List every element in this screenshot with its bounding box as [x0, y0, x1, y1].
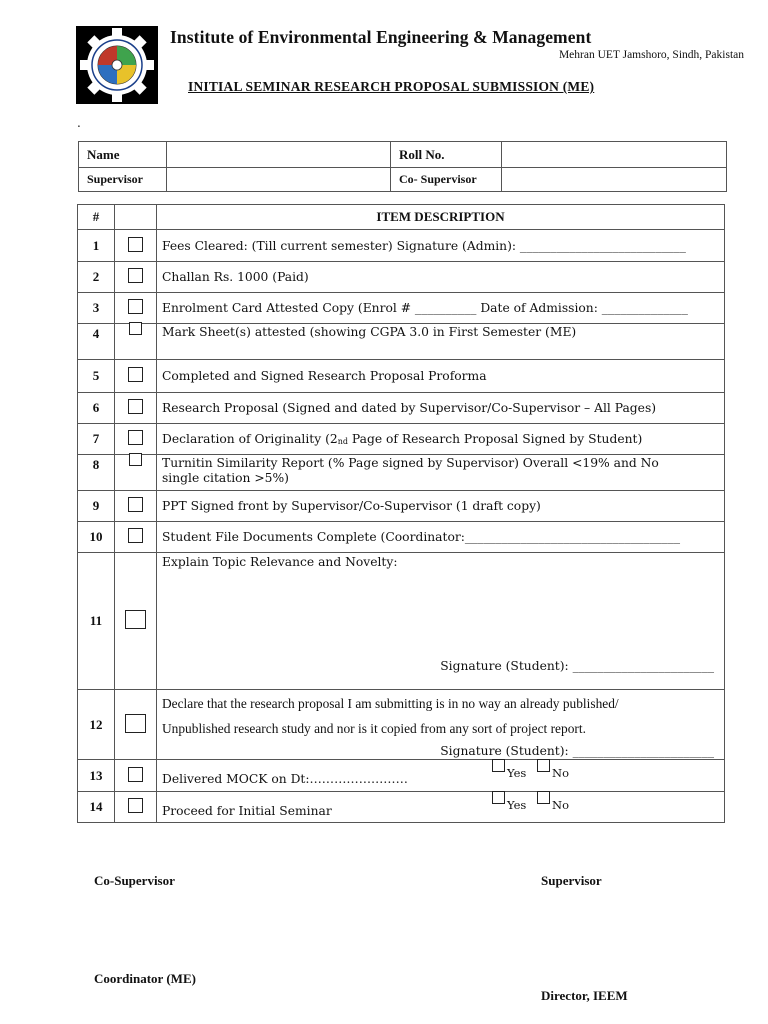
no-checkbox[interactable]: [537, 791, 550, 804]
co-supervisor-field[interactable]: [502, 168, 727, 192]
topic-relevance-prompt: Explain Topic Relevance and Novelty:: [162, 555, 398, 569]
item-description: Challan Rs. 1000 (Paid): [157, 262, 725, 293]
roll-no-label: Roll No.: [391, 142, 502, 168]
table-row: [78, 455, 725, 491]
item-number: 13: [78, 760, 115, 792]
item-description: PPT Signed front by Supervisor/Co-Supervisor (1 draft copy): [157, 491, 725, 522]
item-description: Mark Sheet(s) attested (showing CGPA 3.0 in First Semester (ME): [157, 324, 725, 360]
table-row: [78, 553, 725, 690]
institute-logo: [76, 26, 158, 104]
item-checkbox[interactable]: [128, 430, 143, 445]
item-checkbox[interactable]: [128, 367, 143, 382]
item-checkbox[interactable]: [129, 453, 142, 466]
yes-checkbox[interactable]: [492, 791, 505, 804]
form-title: INITIAL SEMINAR RESEARCH PROPOSAL SUBMISSION (ME): [188, 79, 595, 94]
item-description: Declaration of Originality (2nd Page of Research Proposal Signed by Student): [157, 424, 725, 455]
item-number: 4: [78, 324, 115, 360]
item-number: 7: [78, 424, 115, 455]
declaration-line-1: Declare that the research proposal I am submitting is in no way an already published/: [162, 696, 619, 711]
proceed-seminar-text: Proceed for Initial Seminar: [162, 804, 332, 818]
item-description: Student File Documents Complete (Coordinator:___________________________________: [157, 522, 725, 553]
institute-location: Mehran UET Jamshoro, Sindh, Pakistan: [558, 49, 744, 61]
item-checkbox[interactable]: [128, 528, 143, 543]
item-number: 9: [78, 491, 115, 522]
table-row: [78, 491, 725, 522]
item-number: 8: [78, 455, 115, 491]
no-option[interactable]: No: [537, 791, 569, 812]
no-option[interactable]: No: [537, 759, 569, 780]
table-row: [78, 424, 725, 455]
item-description: Turnitin Similarity Report (% Page signed by Supervisor) Overall <19% and No single citation >5%): [157, 455, 725, 491]
item-checkbox[interactable]: [128, 497, 143, 512]
item-number: 12: [78, 690, 115, 760]
item-number: 5: [78, 360, 115, 393]
yes-option[interactable]: Yes: [492, 759, 526, 780]
name-field[interactable]: [167, 142, 391, 168]
item-description: [157, 690, 725, 760]
yes-checkbox[interactable]: [492, 759, 505, 772]
institute-title: Institute of Environmental Engineering & Management: [170, 27, 592, 47]
declaration-line-2: Unpublished research study and nor is it copied from any sort of project report.: [162, 721, 586, 736]
item-checkbox[interactable]: [129, 322, 142, 335]
item-number: 6: [78, 393, 115, 424]
student-signature-line[interactable]: Signature (Student): _______________________: [440, 659, 714, 673]
item-number: 11: [78, 553, 115, 690]
table-row: [78, 262, 725, 293]
stray-dot: .: [77, 116, 81, 130]
table-row: [78, 393, 725, 424]
column-description-header: ITEM DESCRIPTION: [157, 205, 725, 230]
yes-option[interactable]: Yes: [492, 791, 526, 812]
checklist-table: [77, 204, 725, 823]
table-row: [78, 324, 725, 360]
supervisor-signature-label: Supervisor: [541, 873, 602, 888]
name-label: Name: [79, 142, 167, 168]
table-row: [78, 760, 725, 792]
item-checkbox[interactable]: [128, 268, 143, 283]
item-checkbox[interactable]: [128, 767, 143, 782]
co-supervisor-label: Co- Supervisor: [391, 168, 502, 192]
table-row: [78, 690, 725, 760]
item-checkbox[interactable]: [128, 798, 143, 813]
student-signature-line[interactable]: Signature (Student): _______________________: [440, 744, 714, 758]
item-description: [157, 553, 725, 690]
supervisor-label: Supervisor: [79, 168, 167, 192]
item-checkbox[interactable]: [128, 399, 143, 414]
item-number: 10: [78, 522, 115, 553]
roll-no-field[interactable]: [502, 142, 727, 168]
item-number: 14: [78, 792, 115, 823]
mock-delivered-text: Delivered MOCK on Dt:……………………: [162, 771, 408, 786]
item-description: Fees Cleared: (Till current semester) Signature (Admin): ___________________________: [157, 230, 725, 262]
student-info-table: [78, 141, 727, 192]
item-checkbox[interactable]: [128, 237, 143, 252]
item-checkbox[interactable]: [125, 610, 146, 629]
item-checkbox[interactable]: [128, 299, 143, 314]
co-supervisor-signature-label: Co-Supervisor: [94, 873, 175, 888]
table-row: [78, 522, 725, 553]
column-number-header: #: [78, 205, 115, 230]
item-checkbox[interactable]: [125, 714, 146, 733]
director-signature-label: Director, IEEM: [541, 988, 628, 1003]
item-description: [157, 760, 725, 792]
item-number: 3: [78, 293, 115, 324]
table-row: [78, 293, 725, 324]
column-check-header: [115, 205, 157, 230]
item-number: 2: [78, 262, 115, 293]
item-description: Completed and Signed Research Proposal Proforma: [157, 360, 725, 393]
supervisor-field[interactable]: [167, 168, 391, 192]
coordinator-signature-label: Coordinator (ME): [94, 971, 196, 986]
table-row: [78, 360, 725, 393]
table-row: [78, 230, 725, 262]
item-description: Research Proposal (Signed and dated by Supervisor/Co-Supervisor – All Pages): [157, 393, 725, 424]
item-description: [157, 792, 725, 823]
table-row: [78, 792, 725, 823]
no-checkbox[interactable]: [537, 759, 550, 772]
item-description: Enrolment Card Attested Copy (Enrol # __________ Date of Admission: ______________: [157, 293, 725, 324]
item-number: 1: [78, 230, 115, 262]
